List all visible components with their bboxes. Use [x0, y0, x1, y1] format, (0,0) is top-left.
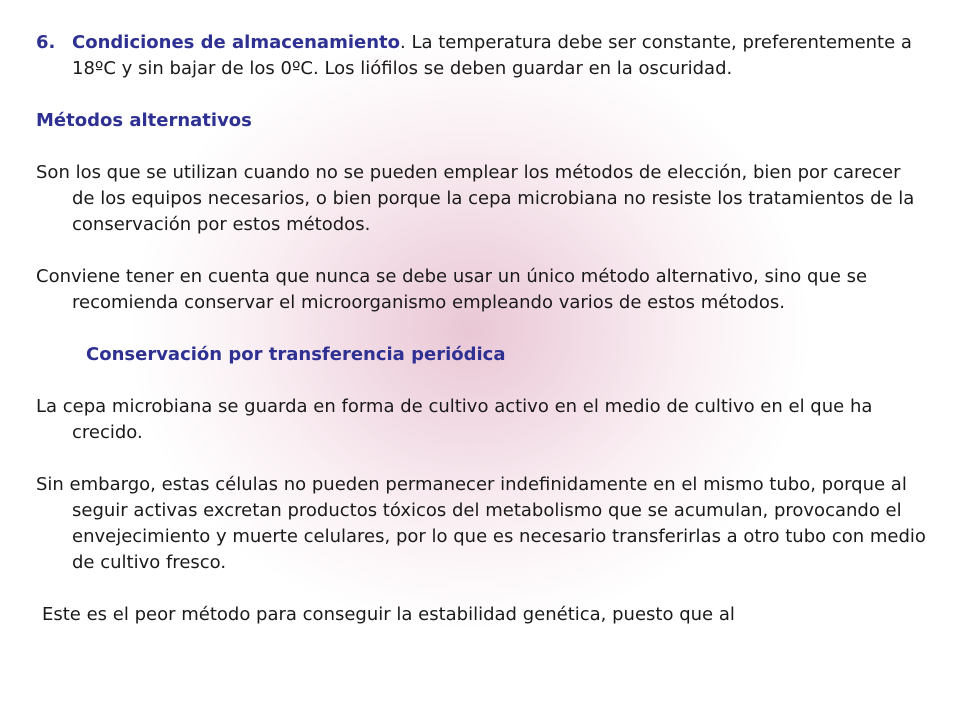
paragraph-2: Conviene tener en cuenta que nunca se debe usar un único método alternativo, sino que se recomienda conservar el microorganismo empleando varios de estos métodos.	[36, 266, 868, 313]
slide-content	[36, 30, 926, 654]
heading-metodos-alternativos: Métodos alternativos	[36, 110, 252, 131]
paragraph-3: La cepa microbiana se guarda en forma de cultivo activo en el medio de cultivo en el que ha crecido.	[36, 396, 873, 443]
list-item-text: . La temperatura debe ser constante, preferentemente a 18ºC y sin bajar de los 0ºC. Los liófilos se deben guardar en la oscuridad.	[72, 32, 912, 79]
list-item-6	[36, 30, 926, 82]
heading-transferencia-periodica: Conservación por transferencia periódica	[86, 344, 506, 365]
paragraph-5: Este es el peor método para conseguir la estabilidad genética, puesto que al	[42, 604, 735, 625]
list-number: 6.	[36, 32, 56, 53]
paragraph-1: Son los que se utilizan cuando no se pueden emplear los métodos de elección, bien por carecer de los equipos necesarios, o bien porque la cepa microbiana no resiste los tratamientos de la conservación por estos métodos.	[36, 162, 915, 235]
paragraph-4: Sin embargo, estas células no pueden permanecer indefinidamente en el mismo tubo, porque al seguir activas excretan productos tóxicos del metabolismo que se acumulan, provocando el envejecimiento y muerte celulares, por lo que es necesario transferirlas a otro tubo con medio de cultivo fresco.	[36, 474, 926, 573]
list-item-title: Condiciones de almacenamiento	[72, 32, 400, 53]
